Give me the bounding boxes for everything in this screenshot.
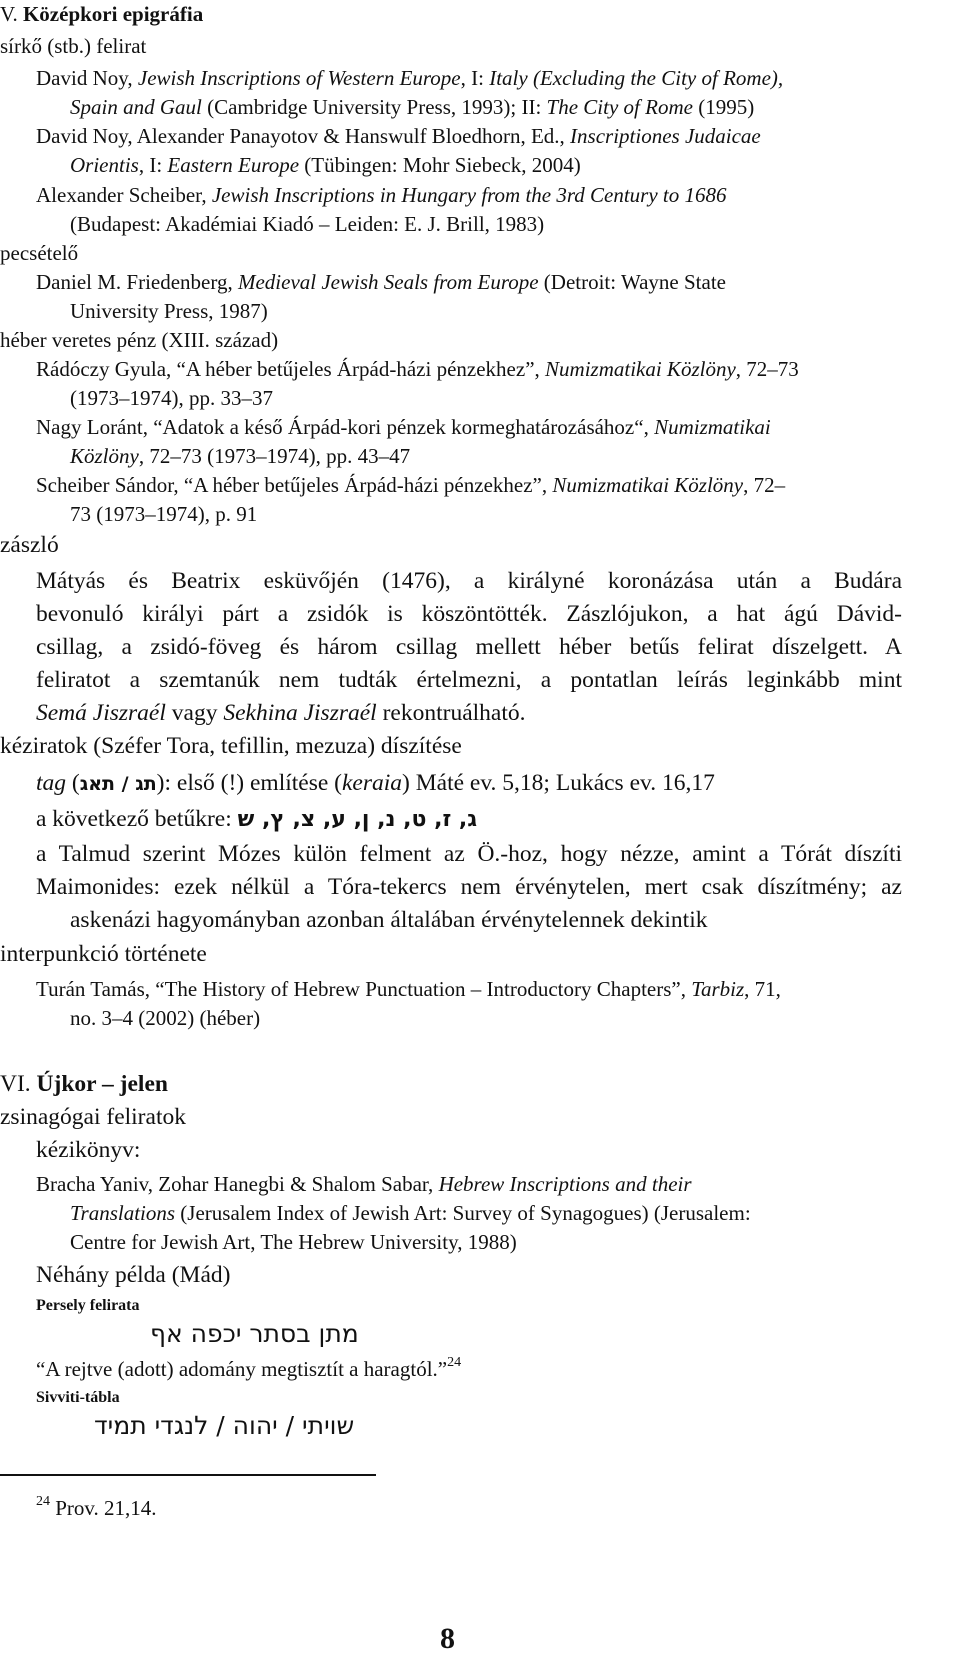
flag-paragraph-line-3: csillag, a zsidó-föveg és három csillag mellett héber betűs felirat díszelgett. A	[36, 634, 902, 660]
section-title: Újkor – jelen	[36, 1071, 168, 1097]
reference-noy-1-cont: Spain and Gaul (Cambridge University Press, 1993); II: The City of Rome (1995)	[70, 95, 755, 119]
section-title: Középkori epigráfia	[22, 2, 204, 26]
label-alms-box: Persely felirata	[36, 1297, 140, 1314]
reference-noy-2: David Noy, Alexander Panayotov & Hanswulf Bloedhorn, Ed., Inscriptiones Judaicae	[36, 124, 761, 148]
section-heading-2	[0, 1071, 168, 1098]
footnote-number: 24	[36, 1494, 50, 1509]
reference-yaniv-cont: Translations (Jerusalem Index of Jewish Art: Survey of Synagogues) (Jerusalem:	[70, 1201, 751, 1225]
reference-turan-cont: no. 3–4 (2002) (héber)	[70, 1006, 261, 1030]
subheading-examples: Néhány példa (Mád)	[36, 1262, 231, 1288]
letters-line: a következő betűkre: ג, ז, ט, נ, ן, ע, צ, ץ, ש	[36, 806, 478, 832]
reference-noy-2-cont: Orientis, I: Eastern Europe (Tübingen: Mohr Siebeck, 2004)	[70, 153, 581, 177]
flag-paragraph-line-2: bevonuló királyi párt a zsidók is köszöntötték. Zászlójukon, a hat ágú Dávid-	[36, 601, 902, 627]
reference-nagy-cont: Közlöny, 72–73 (1973–1974), pp. 43–47	[70, 444, 411, 468]
tag-line: tag (תג / תאג): első (!) említése (keraia) Máté ev. 5,18; Lukács ev. 16,17	[36, 770, 715, 796]
reference-yaniv: Bracha Yaniv, Zohar Hanegbi & Shalom Sabar, Hebrew Inscriptions and their	[36, 1172, 692, 1196]
subheading-seal: pecsételő	[0, 241, 79, 265]
maimonides-line-2: askenázi hagyományban azonban általában érvénytelennek dekintik	[70, 907, 708, 933]
reference-nagy: Nagy Loránt, “Adatok a késő Árpád-kori pénzek kormeghatározásához“, Numizmatikai	[36, 415, 771, 439]
section-number: V.	[0, 2, 18, 26]
reference-turan: Turán Tamás, “The History of Hebrew Punctuation – Introductory Chapters”, Tarbiz, 71,	[36, 977, 781, 1001]
subheading-synagogue: zsinagógai feliratok	[0, 1104, 186, 1130]
subheading-punctuation: interpunkció története	[0, 941, 207, 967]
maimonides-line-1: Maimonides: ezek nélkül a Tóra-tekercs nem érvénytelen, mert csak díszítmény; az	[36, 874, 902, 900]
subheading-flag: zászló	[0, 532, 59, 558]
flag-paragraph-line-4: feliratot a szemtanúk nem tudták értelmezni, a pontatlan leírás leginkább mint	[36, 667, 902, 693]
subheading-manuscripts: kéziratok (Széfer Tora, tefillin, mezuza) díszítése	[0, 733, 462, 759]
label-shiviti: Sivviti-tábla	[36, 1389, 120, 1406]
reference-noy-1: David Noy, Jewish Inscriptions of Western Europe, I: Italy (Excluding the City of Rome),	[36, 66, 784, 90]
alms-box-hebrew: מתן בסתר יכפה אף	[150, 1319, 359, 1348]
flag-paragraph-line-5: Semá Jiszraél vagy Sekhina Jiszraél rekontruálható.	[36, 700, 526, 726]
talmud-line: a Talmud szerint Mózes külön felment az Ö.-hoz, hogy nézze, amint a Tórát díszíti	[36, 841, 902, 867]
section-heading	[0, 2, 203, 26]
page-number: 8	[440, 1622, 455, 1655]
reference-scheiber-2: Scheiber Sándor, “A héber betűjeles Árpád-házi pénzekhez”, Numizmatikai Közlöny, 72–	[36, 473, 786, 497]
reference-friedenberg-cont: University Press, 1987)	[70, 299, 268, 323]
alms-box-translation: “A rejtve (adott) adomány megtisztít a haragtól.”$^{24}$	[36, 1355, 462, 1381]
reference-radoczy-cont: (1973–1974), pp. 33–37	[70, 386, 273, 410]
reference-scheiber: Alexander Scheiber, Jewish Inscriptions in Hungary from the 3rd Century to 1686	[36, 183, 727, 207]
section-number: VI.	[0, 1071, 31, 1097]
flag-paragraph-line-1: Mátyás és Beatrix esküvőjén (1476), a királyné koronázása után a Budára	[36, 568, 902, 594]
hebrew-tag: תג / תאג	[79, 773, 157, 795]
footnote: $^{24}$ Prov. 21,14.	[36, 1494, 157, 1520]
footnote-rule	[0, 1474, 376, 1476]
footnote-ref: 24	[447, 1355, 462, 1370]
reference-scheiber-cont: (Budapest: Akadémiai Kiadó – Leiden: E. J. Brill, 1983)	[70, 212, 545, 236]
subheading-tombstone: sírkő (stb.) felirat	[0, 34, 147, 58]
reference-yaniv-cont-2: Centre for Jewish Art, The Hebrew University, 1988)	[70, 1230, 517, 1254]
reference-friedenberg: Daniel M. Friedenberg, Medieval Jewish Seals from Europe (Detroit: Wayne State	[36, 270, 726, 294]
reference-scheiber-2-cont: 73 (1973–1974), p. 91	[70, 502, 258, 526]
subheading-handbook: kézikönyv:	[36, 1137, 141, 1163]
reference-radoczy: Rádóczy Gyula, “A héber betűjeles Árpád-házi pénzekhez”, Numizmatikai Közlöny, 72–73	[36, 357, 799, 381]
shiviti-hebrew: שויתי / יהוה / לנגדי תמיד	[94, 1411, 355, 1440]
hebrew-letters: ג, ז, ט, נ, ן, ע, צ, ץ, ש	[237, 807, 478, 832]
subheading-coin: héber veretes pénz (XIII. század)	[0, 328, 279, 352]
